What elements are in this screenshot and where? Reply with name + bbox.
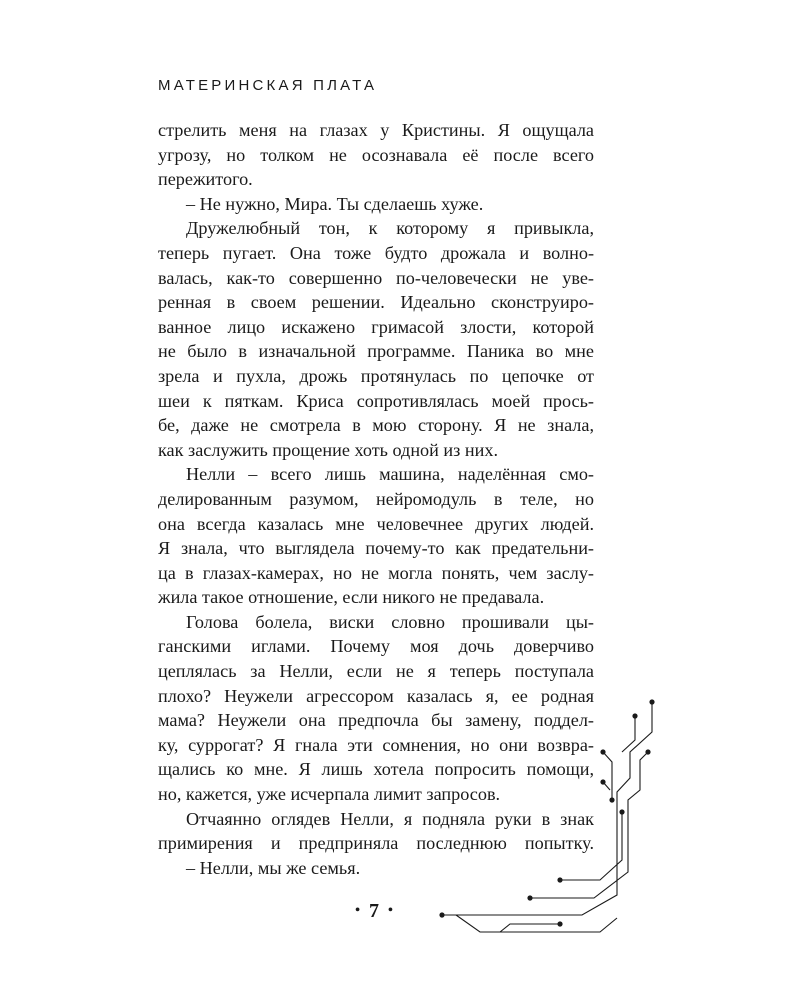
circuit-node — [527, 895, 532, 900]
circuit-node — [439, 912, 444, 917]
circuit-node — [557, 877, 562, 882]
text-line: делированным разумом, нейромодуль в теле, но — [158, 488, 594, 509]
text-line: цеплялась за Нелли, если не я теперь поступала — [158, 661, 594, 682]
text-line: мама? Неужели она предпочла бы замену, поддел- — [158, 710, 594, 731]
circuit-trace — [622, 716, 635, 752]
text-line: примирения и предприняла последнюю попытку. — [158, 833, 594, 854]
text-line: но, кажется, уже исчерпала лимит запросов. — [158, 784, 501, 805]
text-line: пережитого. — [158, 169, 253, 190]
text-line: стрелить меня на глазах у Кристины. Я ощущала — [158, 120, 594, 140]
page-number-dot-right: • — [388, 903, 395, 918]
text-line: бе, даже не смотрела в мою сторону. Я не знала, — [158, 415, 594, 436]
text-line: жила такое отношение, если никого не предавала. — [158, 587, 545, 608]
text-line: угрозу, но толком не осознавала её после всего — [158, 144, 594, 165]
circuit-node — [649, 699, 654, 704]
circuit-trace — [500, 924, 560, 932]
text-line: ренная в своем решении. Идеально сконструиро- — [158, 292, 594, 313]
text-line: ганскими иглами. Почему моя дочь доверчиво — [158, 636, 594, 657]
text-line: Я знала, что выглядела почему-то как предательни- — [158, 538, 594, 559]
text-line: Голова болела, виски словно прошивали цы- — [186, 611, 594, 632]
circuit-node — [619, 809, 624, 814]
text-line: ванное лицо искажено гримасой злости, которой — [158, 316, 594, 337]
running-header: МАТЕРИНСКАЯ ПЛАТА — [158, 77, 378, 94]
text-line: валась, как-то совершенно по-человечески не уве- — [158, 267, 594, 288]
text-line: Дружелюбный тон, к которому я привыкла, — [186, 218, 594, 239]
text-line: она всегда казалась мне человечнее других людей. — [158, 513, 594, 534]
text-line: Нелли – всего лишь машина, наделённая смо- — [186, 464, 594, 485]
circuit-trace — [603, 752, 612, 800]
text-line: Отчаянно оглядев Нелли, я подняла руки в знак — [186, 808, 594, 829]
circuit-trace — [560, 812, 622, 880]
circuit-node — [609, 797, 614, 802]
page-number-dot-left: • — [355, 903, 362, 918]
text-line: – Нелли, мы же семья. — [186, 857, 361, 878]
text-line: как заслужить прощение хоть одной из них. — [158, 439, 498, 460]
circuit-trace — [442, 702, 652, 915]
page-number-value: 7 — [369, 900, 381, 922]
text-line: не было в изначальной программе. Паника во мне — [158, 341, 594, 362]
text-line: зрела и пухла, дрожь протянулась по цепочке от — [158, 365, 594, 386]
text-line: шеи к пяткам. Криса сопротивлялась моей прось- — [158, 390, 594, 411]
circuit-node — [600, 779, 605, 784]
circuit-node — [600, 749, 605, 754]
text-line: плохо? Неужели агрессором казалась я, ее родная — [158, 685, 594, 706]
circuit-node — [557, 921, 562, 926]
text-line: ку, суррогат? Я гнала эти сомнения, но они возвра- — [158, 734, 594, 755]
text-line: теперь пугает. Она тоже будто дрожала и волно- — [158, 242, 594, 263]
text-line: щались ко мне. Я лишь хотела попросить помощи, — [158, 759, 594, 780]
text-line: ца в глазах-камерах, но не могла понять, чем заслу- — [158, 562, 594, 583]
circuit-node — [632, 713, 637, 718]
text-line: – Не нужно, Мира. Ты сделаешь хуже. — [186, 193, 484, 214]
circuit-node — [645, 749, 650, 754]
